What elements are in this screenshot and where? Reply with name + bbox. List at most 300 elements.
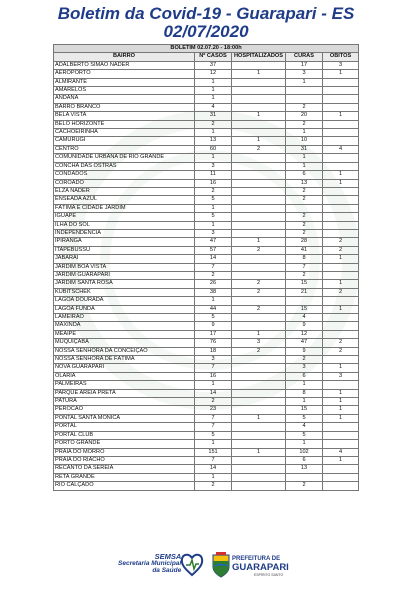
- count-cell: 47: [286, 339, 323, 347]
- count-cell: 6: [286, 171, 323, 179]
- count-cell: 1: [232, 70, 286, 78]
- count-cell: 9: [286, 322, 323, 330]
- count-cell: 3: [286, 70, 323, 78]
- count-cell: 16: [195, 179, 232, 187]
- table-row: [54, 305, 359, 313]
- count-cell: [323, 95, 359, 103]
- table-row: [54, 238, 359, 246]
- table-row: [54, 171, 359, 179]
- prefeitura-line2: GUARAPARI: [232, 562, 289, 573]
- count-cell: 21: [286, 288, 323, 296]
- neighborhood-cell: FÁTIMA E CIDADE JARDIM: [54, 204, 195, 212]
- table-row: [54, 356, 359, 364]
- table-body: [54, 61, 359, 490]
- count-cell: 4: [323, 448, 359, 456]
- neighborhood-cell: JARDIM BOA VISTA: [54, 263, 195, 271]
- neighborhood-cell: ELZA NADER: [54, 187, 195, 195]
- neighborhood-cell: MEAÍPE: [54, 330, 195, 338]
- count-cell: 3: [195, 162, 232, 170]
- count-cell: [232, 482, 286, 490]
- count-cell: 1: [323, 414, 359, 422]
- guarapari-coat-of-arms-icon: [210, 551, 232, 579]
- count-cell: [232, 103, 286, 111]
- count-cell: 2: [232, 145, 286, 153]
- count-cell: [232, 78, 286, 86]
- bulletin-title: Boletim da Covid-19 - Guarapari - ES: [57, 4, 355, 23]
- count-cell: 1: [232, 330, 286, 338]
- table-row: [54, 482, 359, 490]
- count-cell: [323, 381, 359, 389]
- count-cell: 7: [195, 364, 232, 372]
- count-cell: 2: [232, 288, 286, 296]
- count-cell: 1: [323, 456, 359, 464]
- count-cell: 1: [323, 280, 359, 288]
- count-cell: 1: [323, 70, 359, 78]
- semsa-line2: da Saúde: [152, 567, 182, 574]
- count-cell: 9: [286, 347, 323, 355]
- count-cell: [286, 473, 323, 481]
- count-cell: 1: [323, 112, 359, 120]
- count-cell: [286, 87, 323, 95]
- count-cell: 2: [232, 246, 286, 254]
- count-cell: [323, 314, 359, 322]
- table-row: [54, 364, 359, 372]
- count-cell: 2: [195, 187, 232, 195]
- neighborhood-cell: JARDIM SANTA ROSA: [54, 280, 195, 288]
- table-row: [54, 440, 359, 448]
- neighborhood-cell: MUQUIÇABA: [54, 339, 195, 347]
- count-cell: 7: [195, 456, 232, 464]
- count-cell: 3: [195, 229, 232, 237]
- neighborhood-cell: JARDIM GUARAPARI: [54, 271, 195, 279]
- count-cell: [323, 137, 359, 145]
- table-row: [54, 229, 359, 237]
- count-cell: [323, 129, 359, 137]
- count-cell: 5: [195, 196, 232, 204]
- count-cell: 2: [195, 120, 232, 128]
- prefeitura-logo-text: [232, 556, 289, 578]
- neighborhood-cell: CACHOEIRINHA: [54, 129, 195, 137]
- neighborhood-cell: RIO CALÇADO: [54, 482, 195, 490]
- count-cell: 1: [323, 255, 359, 263]
- table-row: [54, 187, 359, 195]
- count-cell: [232, 196, 286, 204]
- count-cell: 4: [286, 314, 323, 322]
- count-cell: 1: [286, 381, 323, 389]
- count-cell: 1: [195, 297, 232, 305]
- count-cell: [232, 229, 286, 237]
- count-cell: 2: [195, 398, 232, 406]
- neighborhood-cell: OLARIA: [54, 372, 195, 380]
- count-cell: [323, 482, 359, 490]
- bulletin-date: 02/07/2020: [163, 22, 249, 41]
- count-cell: [323, 221, 359, 229]
- count-cell: [232, 398, 286, 406]
- neighborhood-cell: COMUNIDADE URBANA DE RIO GRANDE: [54, 154, 195, 162]
- cases-table: [53, 44, 359, 491]
- semsa-logo-text: [118, 553, 181, 574]
- count-cell: [323, 271, 359, 279]
- table-row: [54, 145, 359, 153]
- count-cell: 2: [286, 271, 323, 279]
- count-cell: [232, 129, 286, 137]
- neighborhood-cell: PRAIA DO MORRO: [54, 448, 195, 456]
- table-row: [54, 137, 359, 145]
- count-cell: 5: [195, 213, 232, 221]
- count-cell: [232, 389, 286, 397]
- table-header-row: [54, 53, 359, 61]
- count-cell: [323, 120, 359, 128]
- count-cell: [323, 431, 359, 439]
- neighborhood-cell: PALMEIRAS: [54, 381, 195, 389]
- neighborhood-cell: LAGOA FUNDA: [54, 305, 195, 313]
- count-cell: [232, 314, 286, 322]
- count-cell: 2: [232, 280, 286, 288]
- count-cell: 8: [286, 255, 323, 263]
- count-cell: [323, 297, 359, 305]
- count-cell: 41: [286, 246, 323, 254]
- table-row: [54, 423, 359, 431]
- neighborhood-cell: PATURÁ: [54, 398, 195, 406]
- count-cell: [232, 87, 286, 95]
- count-cell: 16: [195, 372, 232, 380]
- count-cell: 2: [286, 213, 323, 221]
- table-row: [54, 129, 359, 137]
- count-cell: 14: [195, 255, 232, 263]
- count-cell: 60: [195, 145, 232, 153]
- neighborhood-cell: RETA GRANDE: [54, 473, 195, 481]
- neighborhood-cell: KUBITSCHEK: [54, 288, 195, 296]
- count-cell: [323, 213, 359, 221]
- table-row: [54, 280, 359, 288]
- count-cell: [232, 213, 286, 221]
- semsa-acronym: SEMSA: [154, 552, 182, 561]
- count-cell: 13: [286, 465, 323, 473]
- semsa-line1: Secretaria Municipal: [118, 560, 182, 567]
- neighborhood-cell: PEROCÃO: [54, 406, 195, 414]
- table-row: [54, 271, 359, 279]
- count-cell: [232, 473, 286, 481]
- count-cell: [323, 162, 359, 170]
- neighborhood-cell: INDEPENDÊNCIA: [54, 229, 195, 237]
- count-cell: [323, 87, 359, 95]
- count-cell: 2: [286, 187, 323, 195]
- count-cell: 7: [195, 423, 232, 431]
- count-cell: 11: [195, 171, 232, 179]
- table-row: [54, 339, 359, 347]
- count-cell: 4: [195, 103, 232, 111]
- count-cell: 17: [286, 61, 323, 69]
- count-cell: [323, 322, 359, 330]
- count-cell: 5: [195, 431, 232, 439]
- count-cell: [232, 322, 286, 330]
- count-cell: 13: [195, 137, 232, 145]
- count-cell: 15: [286, 406, 323, 414]
- table-row: [54, 288, 359, 296]
- neighborhood-cell: CAMURUGI: [54, 137, 195, 145]
- count-cell: 2: [286, 356, 323, 364]
- count-cell: [323, 263, 359, 271]
- count-cell: 2: [286, 221, 323, 229]
- count-cell: [232, 297, 286, 305]
- count-cell: 1: [323, 389, 359, 397]
- table-row: [54, 414, 359, 422]
- count-cell: [323, 229, 359, 237]
- count-cell: 38: [195, 288, 232, 296]
- table-row: [54, 322, 359, 330]
- count-cell: 76: [195, 339, 232, 347]
- count-cell: 6: [286, 456, 323, 464]
- count-cell: [232, 271, 286, 279]
- table-row: [54, 263, 359, 271]
- count-cell: 37: [195, 61, 232, 69]
- table-row: [54, 103, 359, 111]
- count-cell: 7: [195, 414, 232, 422]
- count-cell: [323, 204, 359, 212]
- count-cell: [232, 162, 286, 170]
- count-cell: 1: [195, 87, 232, 95]
- count-cell: 2: [286, 229, 323, 237]
- count-cell: [232, 456, 286, 464]
- neighborhood-cell: ENSEADA AZUL: [54, 196, 195, 204]
- count-cell: [323, 154, 359, 162]
- count-cell: [323, 187, 359, 195]
- count-cell: [232, 364, 286, 372]
- count-cell: [232, 95, 286, 103]
- count-cell: 7: [286, 263, 323, 271]
- table-row: [54, 246, 359, 254]
- count-cell: 1: [286, 162, 323, 170]
- table-row: [54, 112, 359, 120]
- count-cell: 1: [232, 414, 286, 422]
- count-cell: 1: [232, 448, 286, 456]
- count-cell: 1: [195, 473, 232, 481]
- count-cell: 4: [286, 423, 323, 431]
- count-cell: 2: [323, 246, 359, 254]
- count-cell: 5: [195, 314, 232, 322]
- count-cell: 15: [286, 305, 323, 313]
- neighborhood-cell: NOSSA SENHORA DE FÁTIMA: [54, 356, 195, 364]
- count-cell: 15: [286, 280, 323, 288]
- table-row: [54, 297, 359, 305]
- count-cell: 2: [232, 347, 286, 355]
- count-cell: 5: [286, 431, 323, 439]
- count-cell: [232, 356, 286, 364]
- count-cell: 1: [323, 398, 359, 406]
- table-row: [54, 314, 359, 322]
- neighborhood-cell: NOVA GUARAPARI: [54, 364, 195, 372]
- count-cell: [232, 255, 286, 263]
- count-cell: 20: [286, 112, 323, 120]
- count-cell: 1: [195, 221, 232, 229]
- count-cell: 57: [195, 246, 232, 254]
- count-cell: 151: [195, 448, 232, 456]
- count-cell: 1: [286, 154, 323, 162]
- count-cell: 23: [195, 406, 232, 414]
- neighborhood-cell: RECANTO DA SEREIA: [54, 465, 195, 473]
- table-row: [54, 406, 359, 414]
- neighborhood-cell: PORTAL CLUB: [54, 431, 195, 439]
- count-cell: 1: [323, 406, 359, 414]
- neighborhood-cell: ADALBERTO SIMÃO NADER: [54, 61, 195, 69]
- count-cell: [232, 423, 286, 431]
- table-row: [54, 196, 359, 204]
- count-cell: 1: [232, 238, 286, 246]
- count-cell: 1: [323, 179, 359, 187]
- count-cell: 1: [195, 78, 232, 86]
- count-cell: 3: [286, 364, 323, 372]
- count-cell: [232, 204, 286, 212]
- table-row: [54, 213, 359, 221]
- count-cell: 10: [286, 137, 323, 145]
- table-row: [54, 372, 359, 380]
- count-cell: 2: [323, 339, 359, 347]
- neighborhood-cell: CONDADOS: [54, 171, 195, 179]
- table-row: [54, 398, 359, 406]
- neighborhood-cell: LAMEIRÃO: [54, 314, 195, 322]
- count-cell: [323, 465, 359, 473]
- count-cell: [323, 78, 359, 86]
- count-cell: 31: [286, 145, 323, 153]
- count-cell: [232, 431, 286, 439]
- count-cell: 13: [286, 179, 323, 187]
- table-row: [54, 389, 359, 397]
- count-cell: 31: [195, 112, 232, 120]
- count-cell: 1: [232, 137, 286, 145]
- neighborhood-cell: COROADO: [54, 179, 195, 187]
- count-cell: 1: [195, 154, 232, 162]
- count-cell: [232, 154, 286, 162]
- count-cell: [232, 61, 286, 69]
- neighborhood-cell: IGUAPE: [54, 213, 195, 221]
- count-cell: 1: [232, 112, 286, 120]
- neighborhood-cell: BARRO BRANCO: [54, 103, 195, 111]
- table-row: [54, 70, 359, 78]
- count-cell: 2: [323, 238, 359, 246]
- count-cell: 14: [195, 389, 232, 397]
- table-subtitle: BOLETIM 02.07.20 - 18:00h: [54, 45, 359, 53]
- count-cell: [232, 372, 286, 380]
- count-cell: 1: [323, 171, 359, 179]
- table-row: [54, 221, 359, 229]
- count-cell: 2: [286, 482, 323, 490]
- table-row: [54, 78, 359, 86]
- table-row: [54, 255, 359, 263]
- count-cell: 1: [323, 364, 359, 372]
- count-cell: [232, 120, 286, 128]
- neighborhood-cell: AMARELOS: [54, 87, 195, 95]
- neighborhood-cell: IPIRANGA: [54, 238, 195, 246]
- count-cell: [323, 103, 359, 111]
- count-cell: 2: [286, 196, 323, 204]
- count-cell: 9: [195, 322, 232, 330]
- table-row: [54, 179, 359, 187]
- count-cell: 5: [286, 414, 323, 422]
- neighborhood-cell: CENTRO: [54, 145, 195, 153]
- neighborhood-cell: PRAIA DO RIACHO: [54, 456, 195, 464]
- neighborhood-cell: LAGOA DOURADA: [54, 297, 195, 305]
- count-cell: 2: [323, 347, 359, 355]
- table-row: [54, 456, 359, 464]
- neighborhood-cell: ILHA DO SOL: [54, 221, 195, 229]
- column-header: Nº CASOS: [195, 53, 232, 61]
- count-cell: [232, 263, 286, 271]
- table-row: [54, 61, 359, 69]
- prefeitura-line1: PREFEITURA DE: [232, 556, 281, 562]
- table-row: [54, 120, 359, 128]
- column-header: BAIRRO: [54, 53, 195, 61]
- count-cell: 3: [232, 339, 286, 347]
- table-row: [54, 95, 359, 103]
- count-cell: [323, 473, 359, 481]
- count-cell: 6: [286, 372, 323, 380]
- count-cell: 3: [195, 356, 232, 364]
- table-row: [54, 473, 359, 481]
- count-cell: 28: [286, 238, 323, 246]
- count-cell: 3: [323, 372, 359, 380]
- table-row: [54, 330, 359, 338]
- count-cell: 47: [195, 238, 232, 246]
- count-cell: 1: [195, 381, 232, 389]
- neighborhood-cell: ITAPEBUSSU: [54, 246, 195, 254]
- count-cell: 2: [286, 120, 323, 128]
- count-cell: [286, 297, 323, 305]
- count-cell: 1: [286, 398, 323, 406]
- column-header: ÓBITOS: [323, 53, 359, 61]
- count-cell: [232, 179, 286, 187]
- neighborhood-cell: JABARAÍ: [54, 255, 195, 263]
- count-cell: 26: [195, 280, 232, 288]
- count-cell: 44: [195, 305, 232, 313]
- table-row: [54, 87, 359, 95]
- table-row: [54, 465, 359, 473]
- count-cell: 2: [286, 103, 323, 111]
- count-cell: 1: [323, 305, 359, 313]
- count-cell: [232, 406, 286, 414]
- count-cell: 1: [195, 440, 232, 448]
- count-cell: 102: [286, 448, 323, 456]
- table-row: [54, 347, 359, 355]
- neighborhood-cell: NOSSA SENHORA DA CONCEIÇÃO: [54, 347, 195, 355]
- count-cell: 8: [286, 389, 323, 397]
- neighborhood-cell: PORTO GRANDE: [54, 440, 195, 448]
- count-cell: [232, 465, 286, 473]
- count-cell: 1: [286, 129, 323, 137]
- neighborhood-cell: PONTAL SANTA MÔNICA: [54, 414, 195, 422]
- neighborhood-cell: AEROPORTO: [54, 70, 195, 78]
- table-row: [54, 204, 359, 212]
- count-cell: 18: [195, 347, 232, 355]
- count-cell: [323, 423, 359, 431]
- neighborhood-cell: ANDANA: [54, 95, 195, 103]
- count-cell: 2: [195, 271, 232, 279]
- neighborhood-cell: BELA VISTA: [54, 112, 195, 120]
- count-cell: 2: [323, 288, 359, 296]
- count-cell: 17: [195, 330, 232, 338]
- count-cell: 4: [323, 145, 359, 153]
- count-cell: 12: [195, 70, 232, 78]
- count-cell: [232, 440, 286, 448]
- count-cell: [323, 440, 359, 448]
- count-cell: [232, 221, 286, 229]
- neighborhood-cell: ALMIRANTE: [54, 78, 195, 86]
- table-row: [54, 431, 359, 439]
- neighborhood-cell: PARQUE AREIA PRETA: [54, 389, 195, 397]
- semsa-heart-logo-icon: [180, 551, 204, 577]
- neighborhood-cell: MAXINDA: [54, 322, 195, 330]
- column-header: HOSPITALIZADOS: [232, 53, 286, 61]
- count-cell: [232, 381, 286, 389]
